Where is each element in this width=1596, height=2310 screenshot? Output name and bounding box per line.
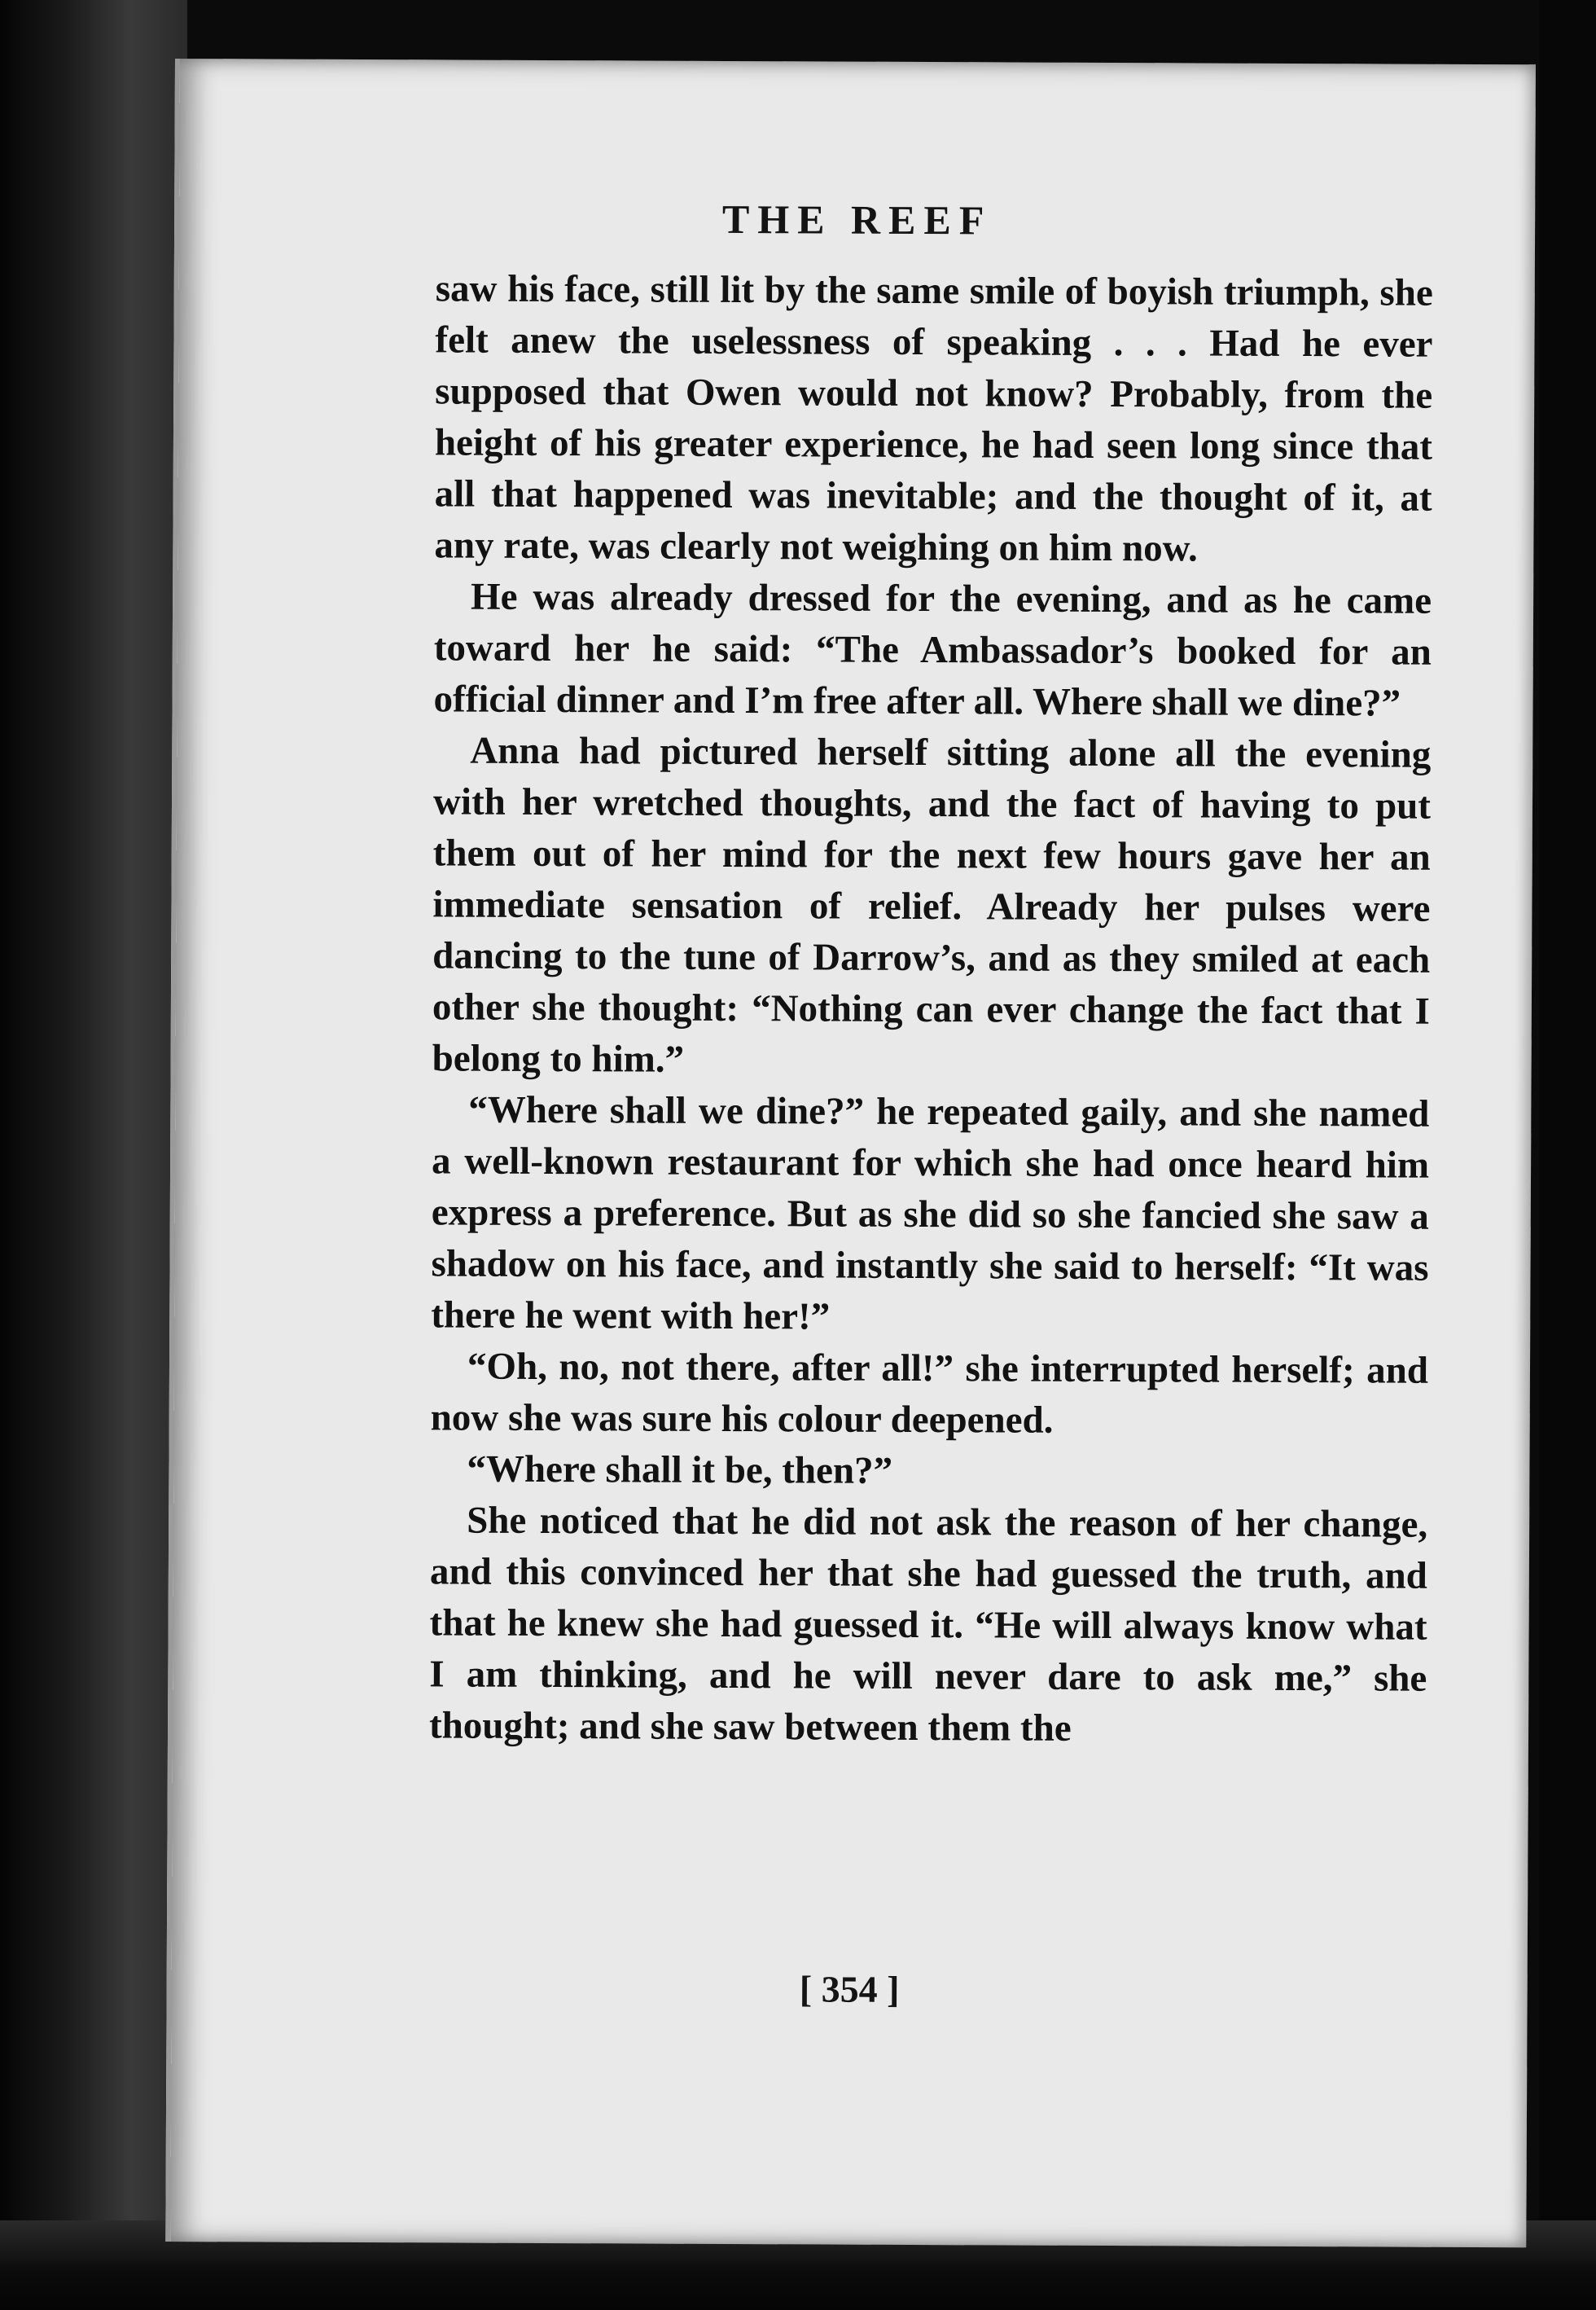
paragraph: He was already dressed for the evening, and as he came toward her he said: “The Ambassador’s booked for an official dinner and I’m free after all. Where shall we dine?” xyxy=(433,575,1432,725)
paragraph: “Where shall we dine?” he repeated gaily, and she named a well-known restaurant for which she had once heard him express a preference. But as she did so she fancied she saw a shadow on his face, and instantly she said to herself: “It was there he went with her!” xyxy=(431,1088,1430,1338)
running-head: THE REEF xyxy=(721,195,993,244)
binding-shadow xyxy=(0,0,187,2310)
book-page xyxy=(165,59,1536,2247)
right-scan-border xyxy=(1539,0,1596,2310)
page-number: [ 354 ] xyxy=(799,1968,900,2010)
paragraph: She noticed that he did not ask the reason of her change, and this convinced her that she had guessed the truth, and that he knew she had guessed it. “He will always know what I am thinking, and he will never dare to ask me,” she thought; and she saw between them the xyxy=(428,1499,1428,1750)
paragraph: Anna had pictured herself sitting alone all the evening with her wretched thoughts, and the fact of having to put them out of her mind for the next few hours gave her an immediate sensation of relief. Already her pulses were dancing to the tune of Darrow’s, and as they smiled at each other she thought: “Nothing can ever change the fact that I belong to him.” xyxy=(432,729,1432,1081)
paragraph: “Oh, no, not there, after all!” she interrupted herself; and now she was sure his colour deepened. xyxy=(430,1345,1429,1442)
paragraph: saw his face, still lit by the same smile of boyish triumph, she felt anew the uselessness of speaking . . . Had he ever supposed that Owen would not know? Probably, from the height of his greater experience, he had seen long since that all that happened was inevitable; and the thought of it, at any rate, was clearly not weighing on him now. xyxy=(434,267,1433,570)
paragraph: “Where shall it be, then?” xyxy=(467,1447,893,1492)
body-text xyxy=(429,263,1433,1755)
